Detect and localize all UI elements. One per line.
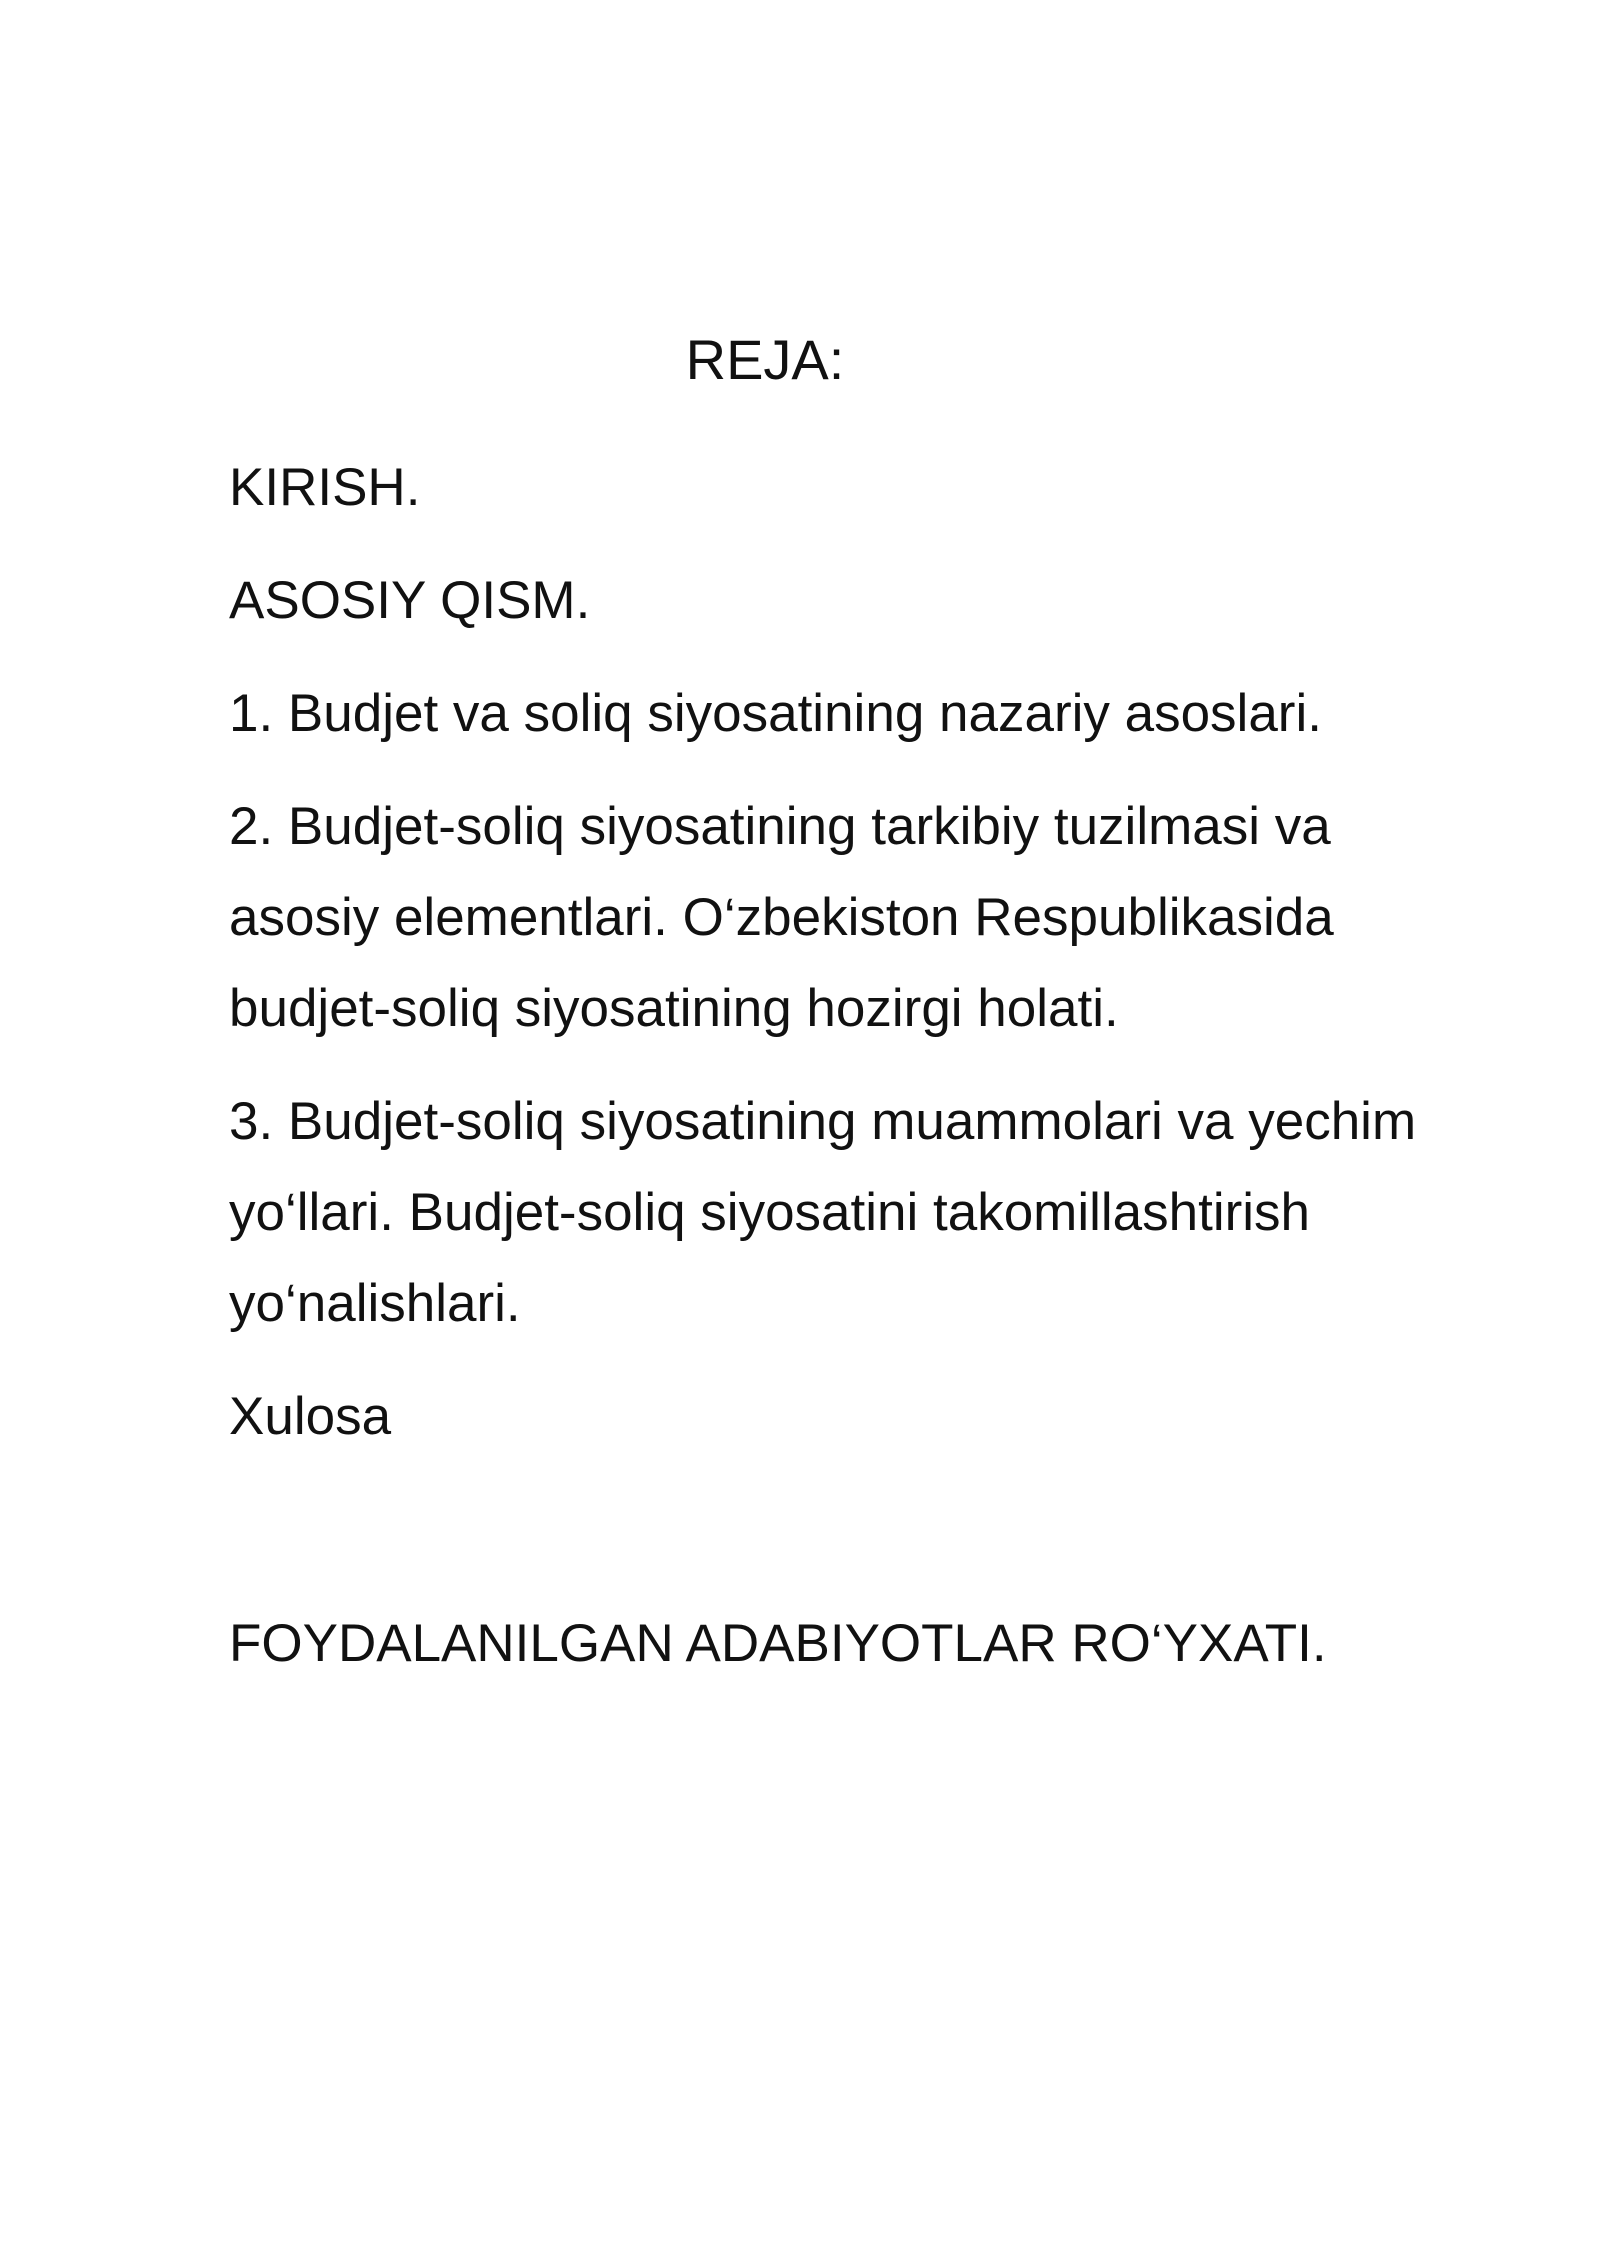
page-title: REJA: <box>685 328 845 391</box>
plan-item-main-part: ASOSIY QISM. <box>229 571 591 630</box>
plan-item-2: 2. Budjet-soliq siyosatining tarkibiy tuzilmasi va asosiy elementlari. O‘zbekiston Respublikasida budjet-soliq siyosatining hozirgi holati. <box>229 797 1334 1038</box>
plan-item-conclusion: Xulosa <box>229 1387 392 1446</box>
section-spacer <box>229 1484 1489 1598</box>
plan-item-1: 1. Budjet va soliq siyosatining nazariy asoslari. <box>229 684 1322 743</box>
plan-list <box>229 442 1489 1711</box>
plan-item-references: FOYDALANILGAN ADABIYOTLAR RO‘YXATI. <box>229 1614 1327 1673</box>
plan-item-introduction: KIRISH. <box>229 458 421 517</box>
plan-item-3: 3. Budjet-soliq siyosatining muammolari va yechim yo‘llari. Budjet-soliq siyosatini takomillashtirish yo‘nalishlari. <box>229 1092 1417 1333</box>
